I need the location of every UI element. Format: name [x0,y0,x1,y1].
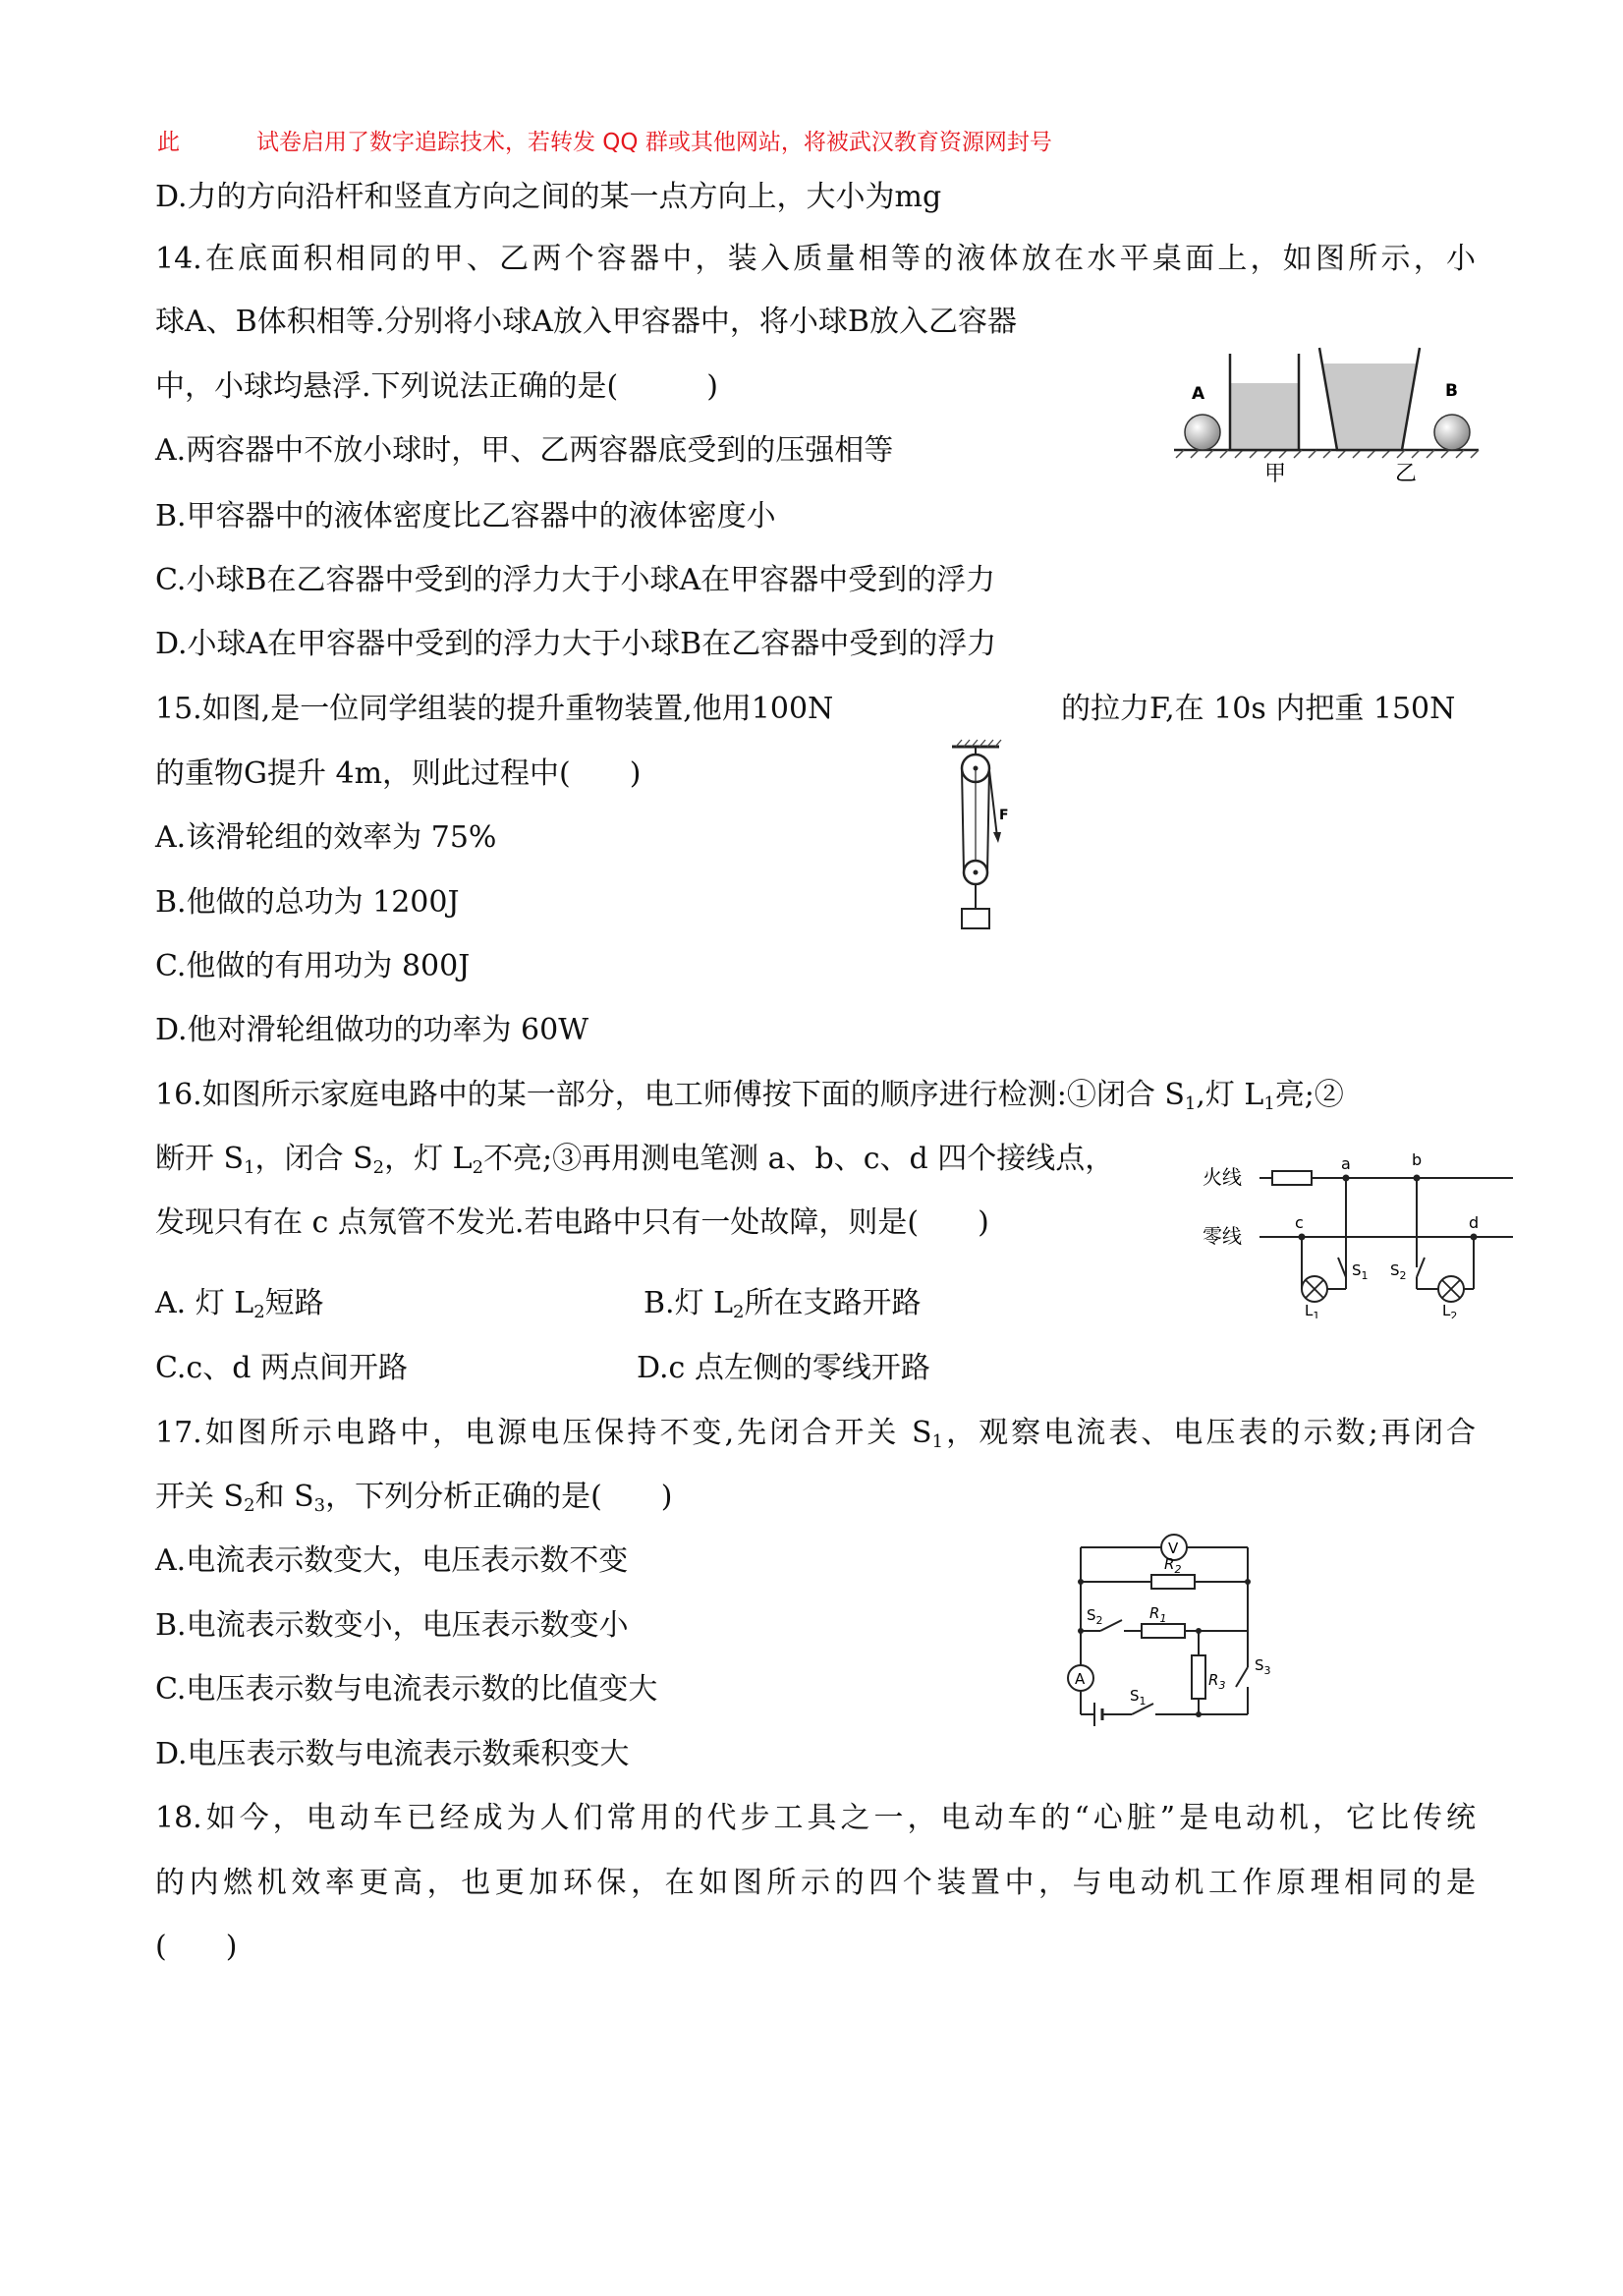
resistor-r3-label: $R_3$ [1208,1671,1226,1692]
q15-stem-line-1-right: 的拉力F,在 10s 内把重 150N [1061,692,1456,726]
switch-s3-label: $S_3$ [1255,1656,1271,1677]
resistor-r2 [1151,1575,1195,1589]
q14-containers-figure [1174,342,1488,491]
q17-stem-line-1: 17.如图所示电路中，电源电压保持不变,先闭合开关 $S_1$，观察电流表、电压表的示数;再闭合 [155,1416,1476,1452]
point-b-label: b [1412,1151,1423,1169]
ball-a [1185,415,1220,450]
q17-stem-line-2: 开关 $S_2$和 $S_3$，下列分析正确的是( ) [155,1480,673,1516]
q15-option-b: B.他做的总功为 1200J [155,885,460,920]
q14-option-b: B.甲容器中的液体密度比乙容器中的液体密度小 [155,499,776,533]
q18-stem-line-1: 18.如今，电动车已经成为人们常用的代步工具之一，电动车的“心脏”是电动机，它比传统 [155,1801,1476,1835]
ball-b-label: B [1445,381,1458,401]
switch-s3 [1236,1667,1248,1687]
q15-stem-line-1-left: 15.如图,是一位同学组装的提升重物装置,他用100N [155,692,834,726]
q16-option-a: A. 灯 $L_2$短路 [155,1286,324,1322]
q13-option-d: D.力的方向沿杆和竖直方向之间的某一点方向上，大小为mg [155,180,942,214]
notice-text: 试卷启用了数字追踪技术，若转发 QQ 群或其他网站，将被武汉教育资源网封号 [256,130,1052,155]
q16-option-b: B.灯 $L_2$所在支路开路 [644,1286,922,1322]
q16-circuit-figure [1189,1151,1523,1318]
weight-g [962,909,989,928]
force-f-label: F [999,808,1009,823]
resistor-r1 [1142,1624,1185,1638]
q17-circuit-figure [1051,1518,1297,1744]
q14-option-d: D.小球A在甲容器中受到的浮力大于小球B在乙容器中受到的浮力 [155,627,997,661]
ball-b [1434,415,1470,450]
switch-s2-label: $S_2$ [1390,1261,1407,1282]
q14-stem-line-2: 球A、B体积相等.分别将小球A放入甲容器中，将小球B放入乙容器 [155,305,1017,339]
q16-option-c: C.c、d 两点间开路 [155,1351,408,1385]
point-d-label: d [1469,1213,1480,1232]
switch-s1-label: $S_1$ [1352,1261,1369,1282]
q14-option-c: C.小球B在乙容器中受到的浮力大于小球A在甲容器中受到的浮力 [155,563,996,597]
jia-liquid [1230,383,1299,450]
q18-stem-line-3: ( ) [155,1930,238,1964]
switch-s2 [1100,1620,1122,1631]
q15-stem-line-2: 的重物G提升 4m，则此过程中( ) [155,756,642,791]
fuse [1272,1171,1312,1185]
q16-stem-line-2: 断开 $S_1$，闭合 $S_2$，灯 $L_2$不亮;③再用测电笔测 a、b、c、d 四个接线点， [155,1142,1115,1178]
q15-pulley-figure [938,739,1017,945]
q14-option-a: A.两容器中不放小球时，甲、乙两容器底受到的压强相等 [155,433,894,468]
voltmeter-label: V [1168,1540,1179,1557]
ammeter-label: A [1075,1670,1086,1688]
q17-option-d: D.电压表示数与电流表示数乘积变大 [155,1737,630,1771]
container-jia-label: 甲 [1264,462,1287,486]
neutral-wire-label: 零线 [1203,1224,1242,1248]
switch-s1 [1338,1258,1346,1277]
q15-option-d: D.他对滑轮组做功的功率为 60W [155,1013,589,1047]
live-wire-label: 火线 [1203,1165,1242,1189]
q14-stem-line-3: 中，小球均悬浮.下列说法正确的是( ) [155,369,718,404]
tracking-notice [157,124,1052,156]
point-c-label: c [1295,1213,1304,1232]
container-yi-label: 乙 [1395,462,1418,486]
point-a-label: a [1341,1154,1351,1173]
switch-s2 [1417,1258,1425,1277]
yi-liquid [1323,364,1416,450]
notice-prefix: 此 [157,130,180,155]
switch-s2-label: $S_2$ [1087,1606,1103,1627]
resistor-r1-label: $R_1$ [1149,1604,1167,1625]
q17-option-a: A.电流表示数变大，电压表示数不变 [155,1543,629,1578]
resistor-r3 [1192,1655,1205,1699]
q15-option-c: C.他做的有用功为 800J [155,949,471,983]
q16-stem-line-1: 16.如图所示家庭电路中的某一部分，电工师傅按下面的顺序进行检测:①闭合 $S_1$,灯 $L_1$亮;② [155,1078,1344,1114]
q16-option-d: D.c 点左侧的零线开路 [637,1351,930,1385]
q16-stem-line-3: 发现只有在 c 点氖管不发光.若电路中只有一处故障，则是( ) [155,1205,989,1240]
q18-stem-line-2: 的内燃机效率更高，也更加环保，在如图所示的四个装置中，与电动机工作原理相同的是 [155,1866,1476,1900]
q17-option-b: B.电流表示数变小，电压表示数变小 [155,1608,629,1643]
resistor-r2-label: $R_2$ [1164,1555,1182,1576]
ball-a-label: A [1192,384,1205,404]
q14-stem-line-1: 14.在底面积相同的甲、乙两个容器中，装入质量相等的液体放在水平桌面上，如图所示，小 [155,242,1476,276]
q17-option-c: C.电压表示数与电流表示数的比值变大 [155,1672,658,1707]
lamp-l1-label: $L_1$ [1305,1302,1320,1318]
q15-option-a: A.该滑轮组的效率为 75% [155,820,497,855]
lamp-l2-label: $L_2$ [1442,1302,1458,1318]
switch-s1-label: $S_1$ [1130,1687,1147,1708]
